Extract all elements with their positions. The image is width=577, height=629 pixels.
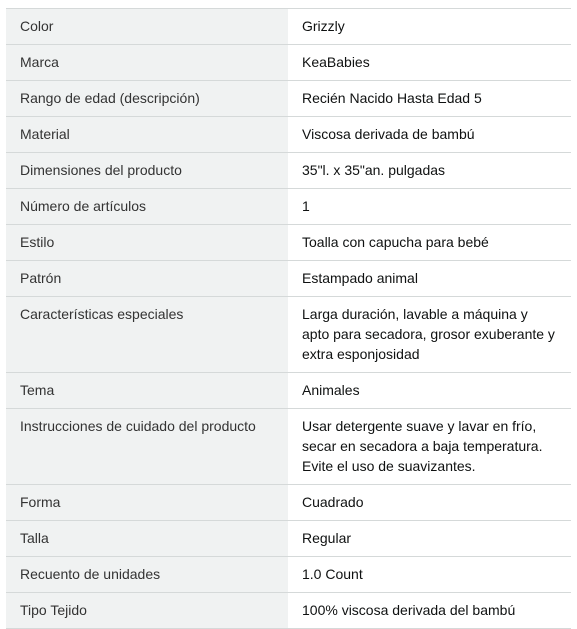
spec-value: 35"l. x 35"an. pulgadas xyxy=(288,153,571,189)
table-row xyxy=(6,225,571,261)
spec-value: Larga duración, lavable a máquina y apto para secadora, grosor exuberante y extra esponjosidad xyxy=(288,297,571,373)
spec-label: Rango de edad (descripción) xyxy=(6,81,288,117)
table-row xyxy=(6,373,571,409)
spec-label: Marca xyxy=(6,45,288,81)
specs-body xyxy=(6,9,571,629)
table-row xyxy=(6,593,571,629)
table-row xyxy=(6,153,571,189)
spec-value: Animales xyxy=(288,373,571,409)
table-row xyxy=(6,45,571,81)
spec-value: KeaBabies xyxy=(288,45,571,81)
spec-value: 100% viscosa derivada del bambú xyxy=(288,593,571,629)
spec-label: Instrucciones de cuidado del producto xyxy=(6,409,288,485)
spec-value: Recién Nacido Hasta Edad 5 xyxy=(288,81,571,117)
spec-value: Cuadrado xyxy=(288,485,571,521)
spec-label: Talla xyxy=(6,521,288,557)
table-row xyxy=(6,9,571,45)
spec-label: Estilo xyxy=(6,225,288,261)
spec-value: Estampado animal xyxy=(288,261,571,297)
table-row xyxy=(6,189,571,225)
spec-label: Características especiales xyxy=(6,297,288,373)
table-row xyxy=(6,117,571,153)
table-row xyxy=(6,557,571,593)
spec-label: Recuento de unidades xyxy=(6,557,288,593)
spec-value: 1 xyxy=(288,189,571,225)
table-row xyxy=(6,297,571,373)
spec-label: Material xyxy=(6,117,288,153)
spec-label: Número de artículos xyxy=(6,189,288,225)
spec-value: Grizzly xyxy=(288,9,571,45)
spec-label: Tema xyxy=(6,373,288,409)
spec-label: Tipo Tejido xyxy=(6,593,288,629)
spec-value: Toalla con capucha para bebé xyxy=(288,225,571,261)
product-specs-table xyxy=(6,8,571,629)
spec-value: Viscosa derivada de bambú xyxy=(288,117,571,153)
spec-value: 1.0 Count xyxy=(288,557,571,593)
spec-value: Usar detergente suave y lavar en frío, secar en secadora a baja temperatura. Evite el uso de suavizantes. xyxy=(288,409,571,485)
spec-label: Patrón xyxy=(6,261,288,297)
spec-label: Color xyxy=(6,9,288,45)
spec-value: Regular xyxy=(288,521,571,557)
spec-label: Dimensiones del producto xyxy=(6,153,288,189)
table-row xyxy=(6,81,571,117)
table-row xyxy=(6,261,571,297)
table-row xyxy=(6,521,571,557)
table-row xyxy=(6,485,571,521)
spec-label: Forma xyxy=(6,485,288,521)
table-row xyxy=(6,409,571,485)
